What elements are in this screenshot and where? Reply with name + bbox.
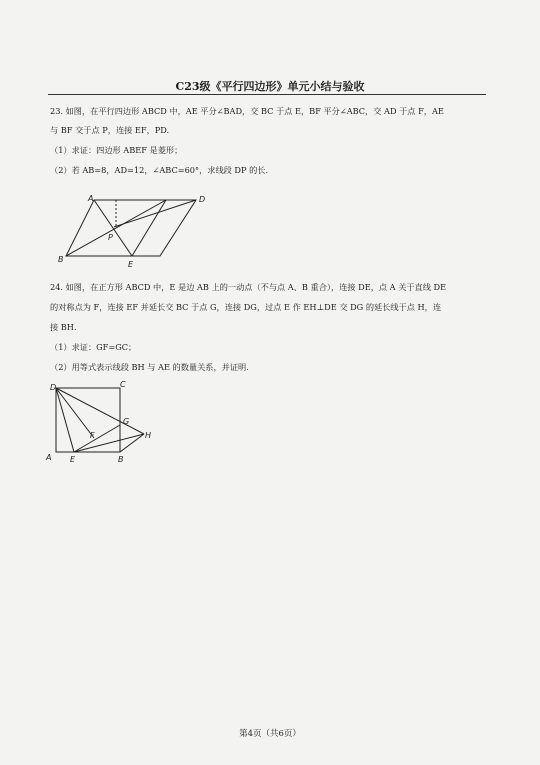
label-c: C	[120, 380, 126, 389]
q24-part2: （2）用等式表示线段 BH 与 AE 的数量关系，并证明.	[50, 362, 249, 372]
segment-ae	[94, 200, 132, 256]
q24-square-figure	[44, 380, 164, 466]
label-b: B	[58, 255, 64, 264]
q23-part2: （2）若 AB=8，AD=12，∠ABC=60°，求线段 DP 的长.	[50, 165, 269, 175]
segment-df	[56, 388, 94, 438]
label-a: A	[46, 453, 52, 462]
q23-stem-line1: 23. 如图，在平行四边形 ABCD 中，AE 平分∠BAD，交 BC 于点 E，BF 平分∠ABC，交 AD 于点 F，AE	[50, 106, 444, 116]
label-e: E	[70, 455, 76, 464]
q24-stem-line2: 的对称点为 F，连接 EF 并延长交 BC 于点 G，连接 DG，过点 E 作 EH⊥DE 交 DG 的延长线于点 H，连	[50, 302, 442, 312]
page-number: 第4页（共6页）	[239, 729, 301, 739]
label-d: D	[199, 195, 206, 204]
segment-pd	[114, 200, 196, 227]
label-b: B	[118, 455, 124, 464]
segment-de	[56, 388, 74, 452]
q23-stem-line2: 与 BF 交于点 P，连接 EF，PD.	[50, 125, 170, 135]
q24-stem-line1: 24. 如图，在正方形 ABCD 中，E 是边 AB 上的一动点（不与点 A、B 重合），连接 DE，点 A 关于直线 DE	[50, 282, 447, 292]
q23-part1: （1）求证：四边形 ABEF 是菱形；	[50, 145, 183, 155]
segment-ef	[132, 200, 166, 256]
parallelogram-abcd	[66, 200, 196, 256]
label-f: F	[90, 431, 95, 440]
header-divider	[48, 94, 486, 95]
q23-parallelogram-figure	[44, 188, 224, 274]
q24-stem-line3: 接 BH.	[50, 322, 77, 332]
label-d: D	[50, 383, 57, 392]
label-g: G	[123, 417, 130, 426]
label-a: A	[88, 194, 94, 203]
label-h: H	[145, 431, 152, 440]
segment-dh	[56, 388, 144, 434]
q24-part1: （1）求证：GF=GC；	[50, 342, 137, 352]
segment-eg	[74, 425, 120, 452]
page-title: C23级《平行四边形》单元小结与验收	[175, 80, 365, 93]
segment-eh	[74, 434, 144, 452]
label-e: E	[128, 260, 134, 269]
label-p: P	[108, 233, 113, 242]
